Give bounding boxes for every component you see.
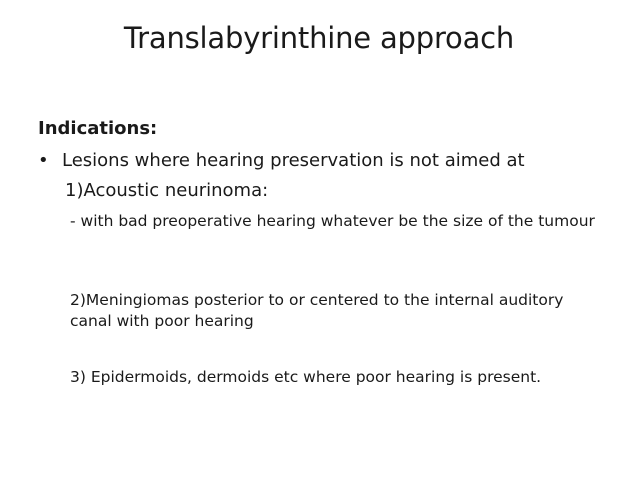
indications-heading: Indications: bbox=[38, 118, 158, 139]
detail-bad-hearing: - with bad preoperative hearing whatever be the size of the tumour bbox=[70, 212, 595, 230]
slide-title: Translabyrinthine approach bbox=[123, 21, 515, 55]
bullet-text: Lesions where hearing preservation is not aimed at bbox=[62, 150, 525, 171]
bullet-item bbox=[38, 148, 608, 174]
sub-item-acoustic-neurinoma: 1)Acoustic neurinoma: bbox=[65, 180, 269, 201]
detail-epidermoids: 3) Epidermoids, dermoids etc where poor hearing is present. bbox=[70, 368, 542, 386]
bullet-marker: • bbox=[38, 150, 49, 171]
detail-meningiomas: 2)Meningiomas posterior to or centered to the internal auditory canal with poor hearing bbox=[70, 291, 564, 330]
